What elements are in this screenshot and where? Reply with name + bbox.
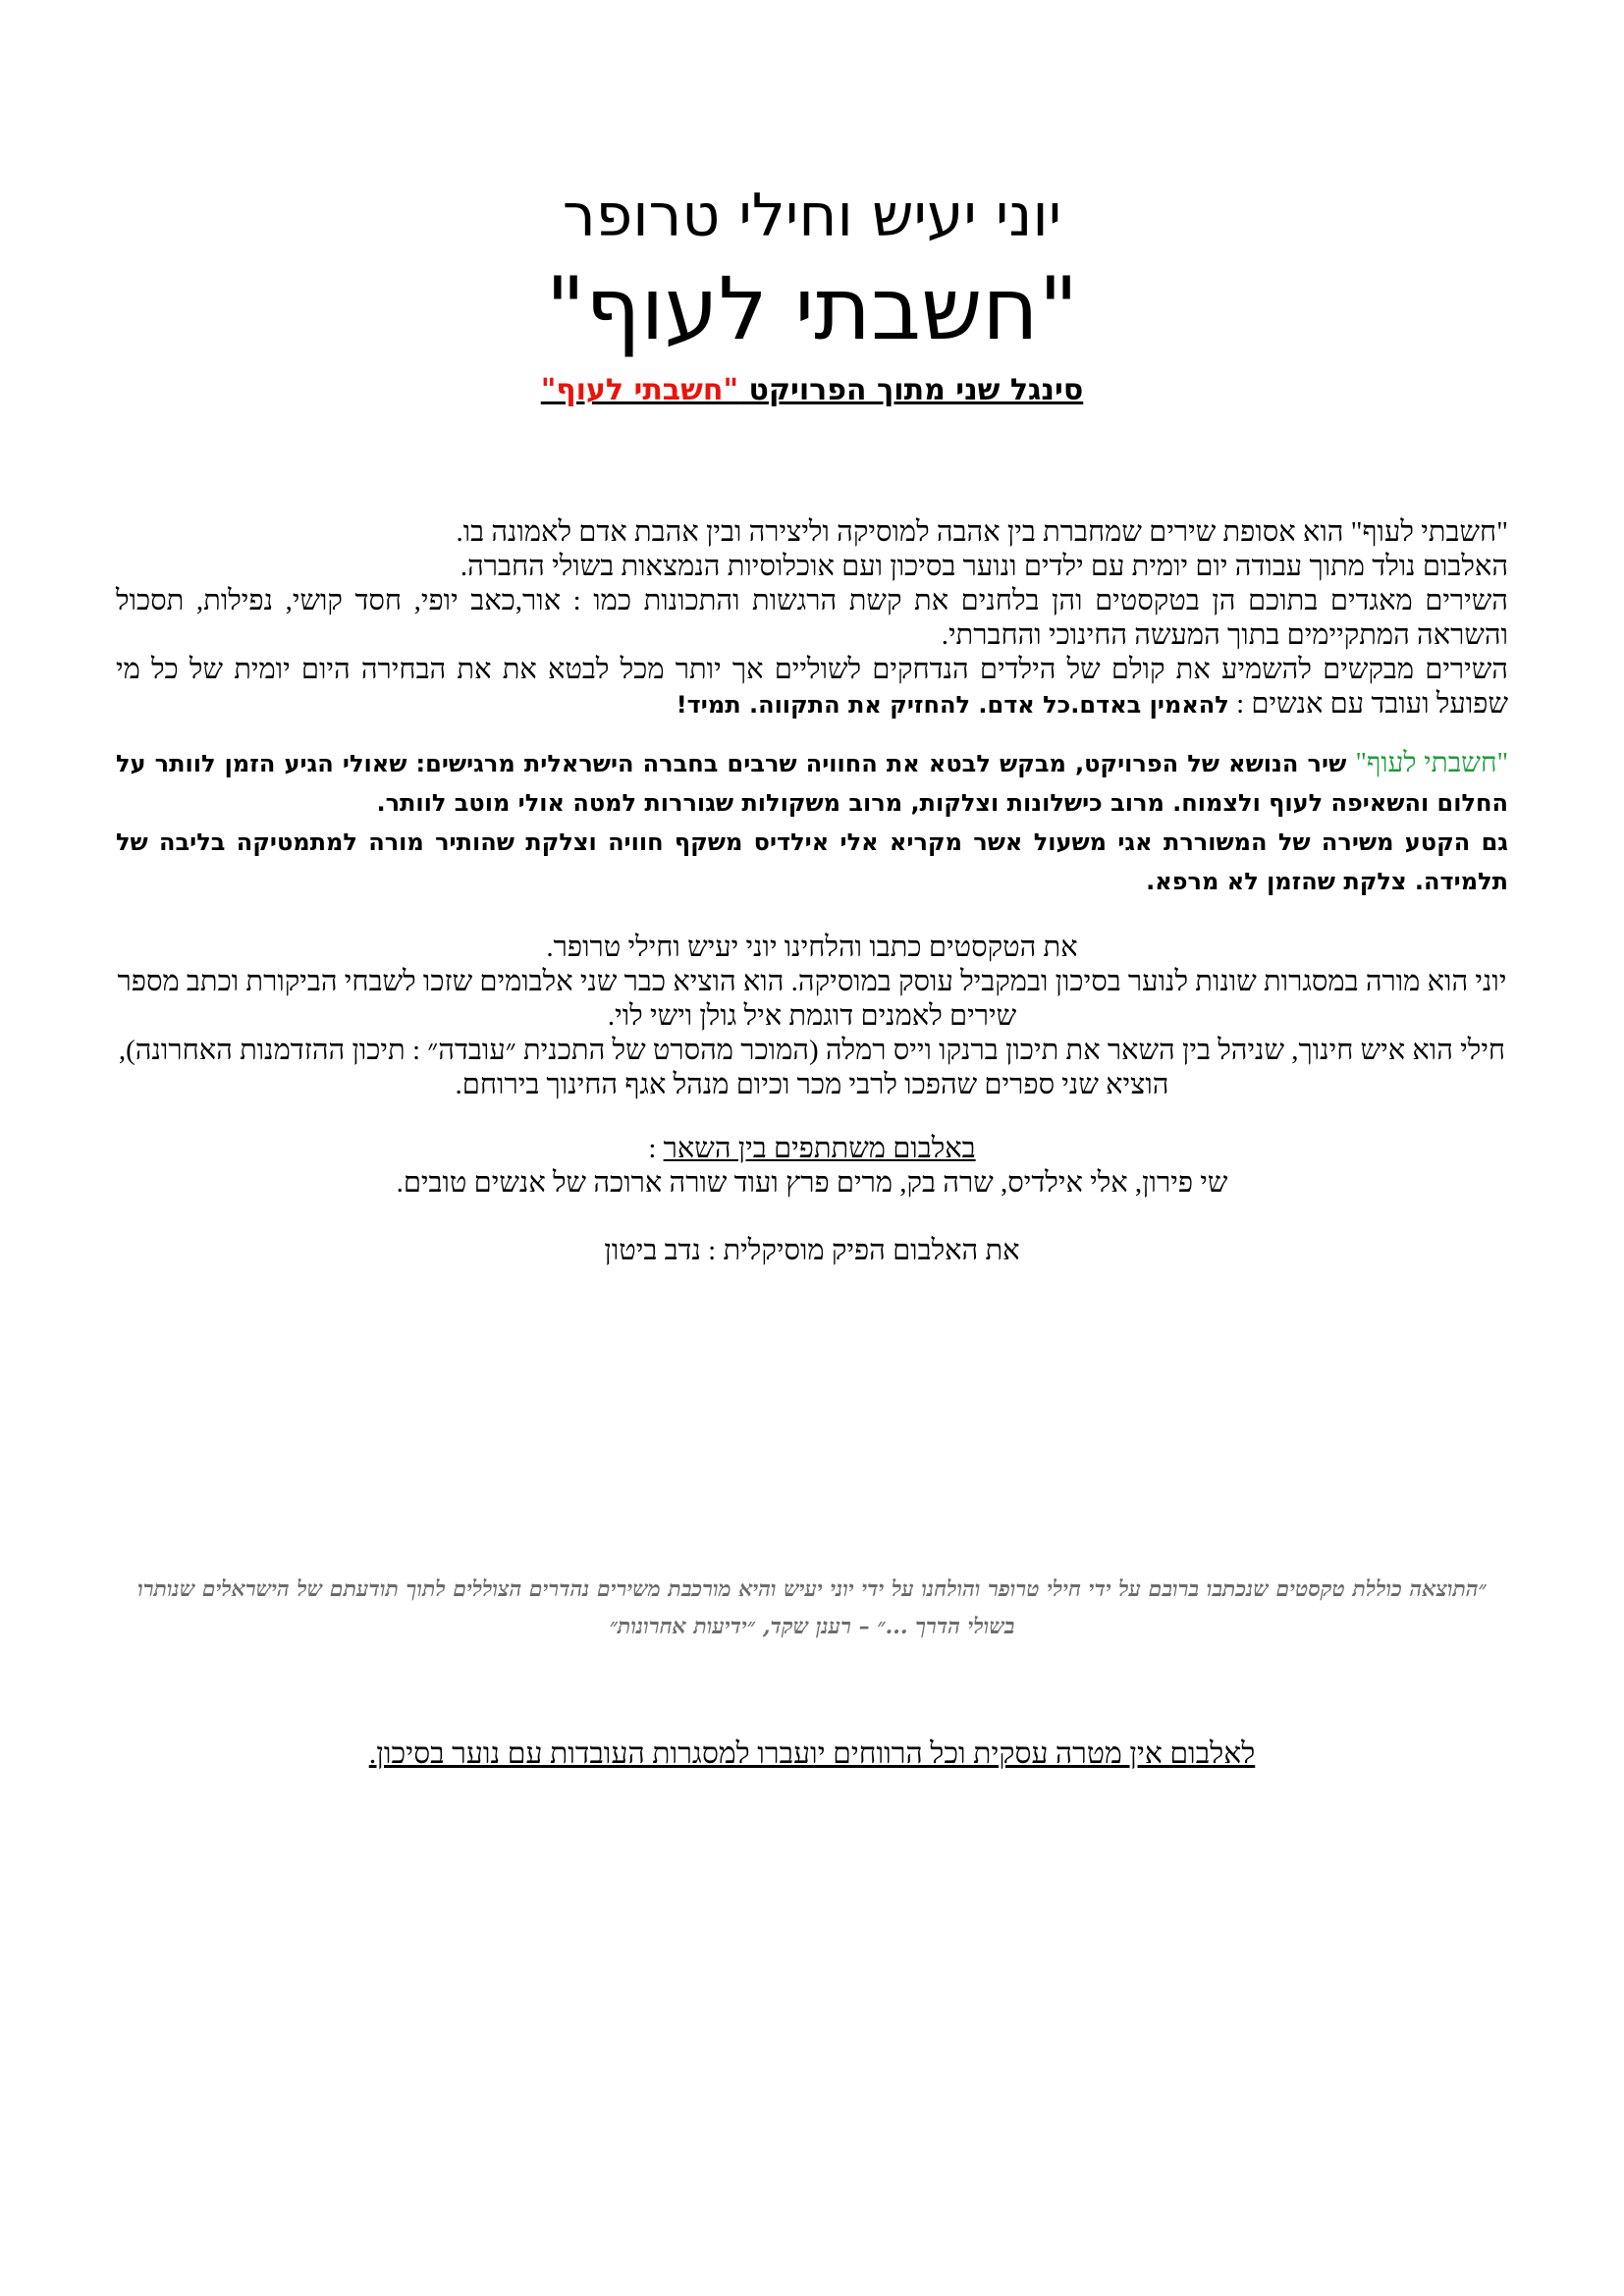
participants-names: שי פירון, אלי אילדיס, שרה בק, מרים פרץ ועוד שורה ארוכה של אנשים טובים.: [396, 1167, 1228, 1199]
intro-line-4-bold: להאמין באדם.כל אדם. להחזיק את התקווה. תמיד!: [676, 691, 1229, 719]
subtitle-prefix: סינגל שני מתוך הפרויקט: [738, 373, 1084, 407]
subtitle: [0, 369, 1624, 412]
producer-line: את האלבום הפיק מוסיקלית : נדב ביטון: [604, 1235, 1020, 1266]
subtitle-project: "חשבתי לעוף": [540, 373, 739, 407]
theme-song-name: "חשבתי לעוף": [1355, 748, 1509, 778]
body-text: [116, 515, 1508, 1268]
intro-line-3: השירים מאגדים בתוכם הן בטקסטים והן בלחנים את קשת הרגשות והתכונות כמו : אור,כאב יופי, חסד קושי, נפילות, תסכול והשראה המתקיימים בתוך המעשה החינוכי והחברתי.: [116, 585, 1508, 651]
participants-colon: :: [648, 1133, 664, 1164]
credits-line-3: חילי הוא איש חינוך, שניהל בין השאר את תיכון ברנקו וייס רמלה (המוכר מהסרט של התכנית ״עובדה״ : תיכון ההזדמנות האחרונה), הוציא שני ספרים שהפכו לרבי מכר וכיום מנהל אגף החינוך בירוחם.: [118, 1035, 1506, 1100]
credits-line-1: את הטקסטים כתבו והלחינו יוני יעיש וחילי טרופר.: [546, 932, 1078, 963]
intro-line-4: [116, 653, 1508, 722]
intro-line-1: "חשבתי לעוף" הוא אסופת שירים שמחברת בין אהבה למוסיקה וליצירה ובין אהבת אדם לאמונה בו.: [456, 516, 1508, 548]
header: [0, 177, 1624, 412]
theme-paragraph-2: [116, 823, 1508, 901]
participants-heading: [116, 1132, 1508, 1166]
footer-note: לאלבום אין מטרה עסקית וכל הרווחים יועברו למסגרות העובדות עם נוער בסיכון.: [368, 1737, 1256, 1770]
intro-line-4-text: השירים מבקשים להשמיע את קולם של הילדים הנדחקים לשוליים אך יותר מכל לבטא את את הבחירה היום יומית של כל מי שפועל ועובד עם אנשים :: [116, 654, 1508, 720]
song-title: "חשבתי לעוף": [545, 258, 1079, 359]
credits-line-2: יוני הוא מורה במסגרות שונות לנוער בסיכון ובמקביל עוסק במוסיקה. הוא הוציא כבר שני אלבומים שזכו לשבחי הביקורת וכתב מספר שירים לאמנים דוגמת איל גולן וישי לוי.: [117, 966, 1507, 1032]
theme-paragraph: [116, 744, 1508, 823]
participants-heading-text: באלבום משתתפים בין השאר: [663, 1133, 976, 1164]
artists-title: יוני יעיש וחילי טרופר: [562, 182, 1062, 250]
theme-text-2: גם הקטע משירה של המשוררת אגי משעול אשר מקריא אלי אילדיס משקף חוויה וצלקת שהותיר מורה למתמטיקה בליבה של תלמידה. צלקת שהזמן לא מרפא.: [116, 828, 1508, 895]
theme-text-1: שיר הנושא של הפרויקט, מבקש לבטא את החוויה שרבים בחברה הישראלית מרגישים: שאולי הגיע הזמן לוותר על החלום והשאיפה לעוף ולצמוח. מרוב כישלונות וצלקות, מרוב משקולות שגוררות למטה אולי מוטב לוותר.: [116, 750, 1508, 817]
press-quote: ״התוצאה כוללת טקסטים שנכתבו ברובם על ידי חילי טרופר והולחנו על ידי יוני יעיש והיא מורכבת משירים נהדרים הצוללים לתוך תודעתם של הישראלים שנותרו בשולי הדרך ...״ – רענן שקד, ״ידיעות אחרונות״: [137, 1576, 1487, 1639]
intro-line-2: האלבום נולד מתוך עבודה יום יומית עם ילדים ונוער בסיכון ועם אוכלוסיות הנמצאות בשולי החברה.: [460, 551, 1508, 582]
